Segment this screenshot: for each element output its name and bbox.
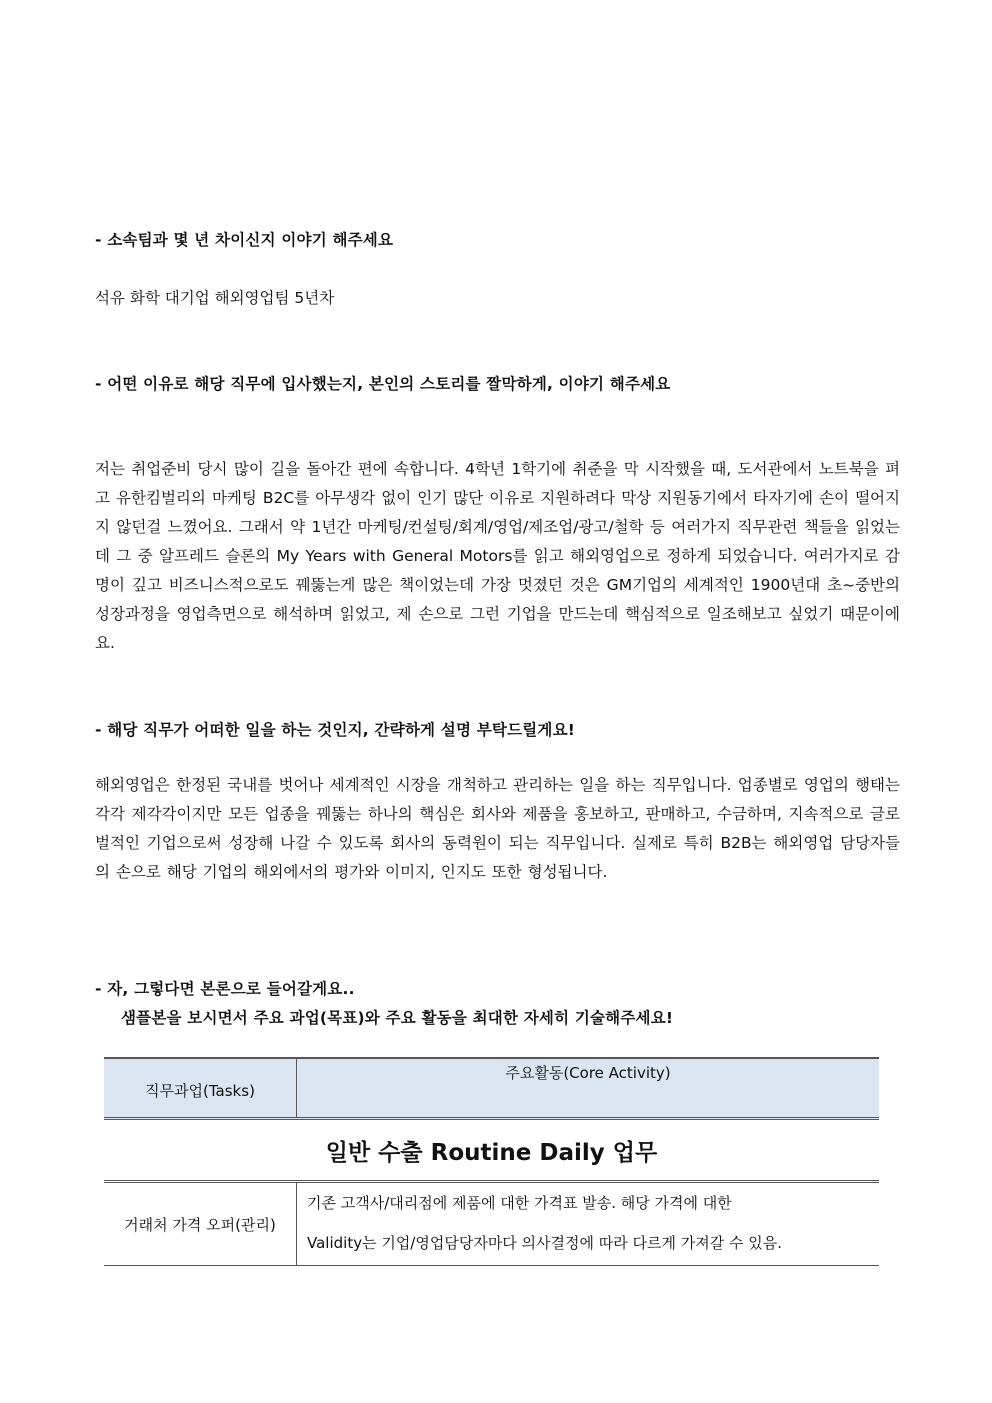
question-motivation: - 어떤 이유로 해당 직무에 입사했는지, 본인의 스토리를 짤막하게, 이야기 해주세요 [95, 375, 671, 393]
header-tasks: 직무과업(Tasks) [104, 1058, 297, 1119]
question-team-years: - 소속팀과 몇 년 차이신지 이야기 해주세요 [95, 231, 394, 249]
section-row [104, 1119, 879, 1182]
section-title: 일반 수출 Routine Daily 업무 [104, 1119, 879, 1182]
answer-team-years: 석유 화학 대기업 해외영업팀 5년차 [95, 289, 335, 307]
table-row [104, 1182, 879, 1266]
tasks-table [104, 1057, 879, 1266]
activity-line: 기존 고객사/대리점에 제품에 대한 가격표 발송. 해당 가격에 대한 [307, 1194, 732, 1212]
activity-line: Validity는 기업/영업담당자마다 의사결정에 따라 다르게 가져갈 수 있음. [307, 1234, 783, 1252]
activity-cell [297, 1182, 880, 1266]
question-job-description: - 해당 직무가 어떠한 일을 하는 것인지, 간략하게 설명 부탁드릴게요! [95, 721, 576, 739]
task-cell: 거래처 가격 오퍼(관리) [104, 1182, 297, 1266]
tasks-table-header [104, 1058, 879, 1119]
question-main-tasks-line1: - 자, 그렇다면 본론으로 들어갈게요.. [95, 980, 355, 998]
answer-motivation: 저는 취업준비 당시 많이 길을 돌아간 편에 속합니다. 4학년 1학기에 취준을 막 시작했을 때, 도서관에서 노트북을 펴고 유한킴벌리의 마케팅 B2C를 아무생각 없이 인기 많단 이유로 지원하려다 막상 지원동기에서 타자기에 손이 떨어지지 않던걸 느꼈어요. 그래서 약 1년간 마케팅/컨설팅/회계/영업/제조업/광고/철학 등 여러가지 직무관련 책들을 읽었는데 그 중 알프레드 슬론의 My Years with General Motors를 읽고 해외영업으로 정하게 되었습니다. 여러가지로 감명이 깊고 비즈니스적으로도 꿰뚫는게 많은 책이었는데 가장 멋졌던 것은 GM기업의 세계적인 1900년대 초~중반의 성장과정을 영업측면으로 해석하며 읽었고, 제 손으로 그런 기업을 만드는데 핵심적으로 일조해보고 싶었기 때문이에요. [95, 460, 900, 652]
question-main-tasks-line2: 샘플본을 보시면서 주요 과업(목표)와 주요 활동을 최대한 자세히 기술해주세요! [121, 1009, 674, 1027]
header-core-activity: 주요활동(Core Activity) [297, 1058, 880, 1119]
answer-job-description: 해외영업은 한정된 국내를 벗어나 세계적인 시장을 개척하고 관리하는 일을 하는 직무입니다. 업종별로 영업의 행태는 각각 제각각이지만 모든 업종을 꿰뚫는 하나의 핵심은 회사와 제품을 홍보하고, 판매하고, 수금하며, 지속적으로 글로벌적인 기업으로써 성장해 나갈 수 있도록 회사의 동력원이 되는 직무입니다. 실제로 특히 B2B는 해외영업 담당자들의 손으로 해당 기업의 해외에서의 평가와 이미지, 인지도 또한 형성됩니다. [95, 776, 900, 881]
